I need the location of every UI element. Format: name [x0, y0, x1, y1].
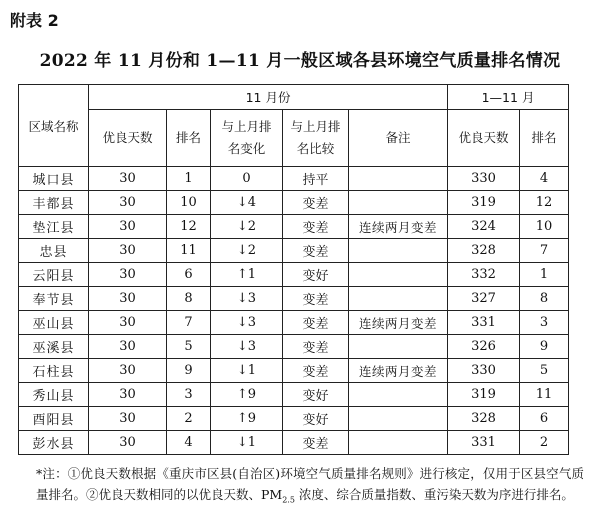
ytd-rank-cell: 6 — [520, 407, 569, 431]
notes-cell — [349, 407, 448, 431]
ytd-rank-cell: 9 — [520, 335, 569, 359]
good-days-cell: 30 — [89, 263, 167, 287]
county-name-cell: 石柱县 — [19, 359, 89, 383]
notes-cell — [349, 263, 448, 287]
header-ytd-rank: 排名 — [520, 110, 569, 167]
notes-cell — [349, 191, 448, 215]
ytd-good-days-cell: 331 — [448, 311, 520, 335]
ytd-rank-cell: 5 — [520, 359, 569, 383]
comparison-cell: 变差 — [283, 287, 349, 311]
rank-change-cell: ↓3 — [211, 335, 283, 359]
rank-change-cell: ↑9 — [211, 407, 283, 431]
ytd-rank-cell: 8 — [520, 287, 569, 311]
table-row — [19, 215, 569, 239]
county-name-cell: 巫溪县 — [19, 335, 89, 359]
comparison-cell: 变差 — [283, 215, 349, 239]
ytd-rank-cell: 12 — [520, 191, 569, 215]
table-row — [19, 383, 569, 407]
good-days-cell: 30 — [89, 359, 167, 383]
ytd-rank-cell: 3 — [520, 311, 569, 335]
header-comparison: 与上月排名比较 — [283, 110, 349, 167]
good-days-cell: 30 — [89, 239, 167, 263]
header-good-days: 优良天数 — [89, 110, 167, 167]
county-name-cell: 奉节县 — [19, 287, 89, 311]
ytd-rank-cell: 11 — [520, 383, 569, 407]
comparison-cell: 变好 — [283, 407, 349, 431]
rank-change-cell: ↓4 — [211, 191, 283, 215]
rank-cell: 2 — [167, 407, 211, 431]
ytd-good-days-cell: 330 — [448, 359, 520, 383]
good-days-cell: 30 — [89, 191, 167, 215]
comparison-cell: 变好 — [283, 263, 349, 287]
county-name-cell: 巫山县 — [19, 311, 89, 335]
table-row — [19, 191, 569, 215]
table-title: 2022 年 11 月份和 1—11 月一般区域各县环境空气质量排名情况 — [39, 51, 561, 71]
notes-cell: 连续两月变差 — [349, 359, 448, 383]
county-name-cell: 垫江县 — [19, 215, 89, 239]
ytd-good-days-cell: 328 — [448, 239, 520, 263]
comparison-cell: 变差 — [283, 335, 349, 359]
footnote-pm-subscript: 2.5 — [282, 495, 295, 505]
header-region-name: 区域名称 — [19, 85, 89, 167]
county-name-cell: 酉阳县 — [19, 407, 89, 431]
good-days-cell: 30 — [89, 167, 167, 191]
good-days-cell: 30 — [89, 407, 167, 431]
comparison-cell: 变差 — [283, 311, 349, 335]
table-row — [19, 167, 569, 191]
notes-cell: 连续两月变差 — [349, 215, 448, 239]
ytd-rank-cell: 10 — [520, 215, 569, 239]
header-ytd-group: 1—11 月 — [448, 85, 569, 110]
appendix-label: 附表 2 — [10, 11, 59, 30]
ytd-good-days-cell: 332 — [448, 263, 520, 287]
comparison-cell: 持平 — [283, 167, 349, 191]
rank-cell: 6 — [167, 263, 211, 287]
notes-cell: 连续两月变差 — [349, 311, 448, 335]
notes-cell — [349, 431, 448, 455]
ytd-good-days-cell: 319 — [448, 191, 520, 215]
ytd-good-days-cell: 328 — [448, 407, 520, 431]
rank-cell: 10 — [167, 191, 211, 215]
comparison-cell: 变差 — [283, 359, 349, 383]
rank-cell: 12 — [167, 215, 211, 239]
header-notes: 备注 — [349, 110, 448, 167]
county-name-cell: 云阳县 — [19, 263, 89, 287]
good-days-cell: 30 — [89, 287, 167, 311]
table-body — [19, 167, 569, 455]
rank-cell: 11 — [167, 239, 211, 263]
county-name-cell: 城口县 — [19, 167, 89, 191]
notes-cell — [349, 383, 448, 407]
good-days-cell: 30 — [89, 335, 167, 359]
ytd-rank-cell: 1 — [520, 263, 569, 287]
comparison-cell: 变好 — [283, 383, 349, 407]
comparison-cell: 变差 — [283, 191, 349, 215]
table-row — [19, 359, 569, 383]
ytd-rank-cell: 2 — [520, 431, 569, 455]
table-row — [19, 311, 569, 335]
rank-change-cell: ↓3 — [211, 311, 283, 335]
footnote-part2: 浓度、综合质量指数、重污染天数为序进行排名。 — [294, 487, 574, 502]
rank-change-cell: ↓3 — [211, 287, 283, 311]
table-row — [19, 239, 569, 263]
ytd-good-days-cell: 326 — [448, 335, 520, 359]
rank-change-cell: ↑1 — [211, 263, 283, 287]
table-row — [19, 407, 569, 431]
ytd-rank-cell: 7 — [520, 239, 569, 263]
good-days-cell: 30 — [89, 431, 167, 455]
good-days-cell: 30 — [89, 311, 167, 335]
table-row — [19, 431, 569, 455]
rank-cell: 3 — [167, 383, 211, 407]
ytd-good-days-cell: 327 — [448, 287, 520, 311]
table-row — [19, 263, 569, 287]
rank-cell: 8 — [167, 287, 211, 311]
table-row — [19, 287, 569, 311]
ranking-table — [18, 84, 569, 455]
rank-cell: 4 — [167, 431, 211, 455]
rank-change-cell: ↑9 — [211, 383, 283, 407]
ytd-good-days-cell: 319 — [448, 383, 520, 407]
header-rank-change: 与上月排名变化 — [211, 110, 283, 167]
rank-change-cell: ↓1 — [211, 431, 283, 455]
rank-cell: 7 — [167, 311, 211, 335]
notes-cell — [349, 167, 448, 191]
ytd-good-days-cell: 331 — [448, 431, 520, 455]
good-days-cell: 30 — [89, 215, 167, 239]
rank-cell: 1 — [167, 167, 211, 191]
header-ytd-good-days: 优良天数 — [448, 110, 520, 167]
rank-cell: 9 — [167, 359, 211, 383]
rank-change-cell: ↓2 — [211, 239, 283, 263]
comparison-cell: 变差 — [283, 431, 349, 455]
notes-cell — [349, 239, 448, 263]
county-name-cell: 忠县 — [19, 239, 89, 263]
ytd-good-days-cell: 324 — [448, 215, 520, 239]
rank-change-cell: ↓1 — [211, 359, 283, 383]
header-month-group: 11 月份 — [89, 85, 448, 110]
notes-cell — [349, 287, 448, 311]
county-name-cell: 秀山县 — [19, 383, 89, 407]
footnote — [36, 463, 584, 511]
ytd-good-days-cell: 330 — [448, 167, 520, 191]
table-row — [19, 335, 569, 359]
header-rank: 排名 — [167, 110, 211, 167]
notes-cell — [349, 335, 448, 359]
county-name-cell: 彭水县 — [19, 431, 89, 455]
rank-cell: 5 — [167, 335, 211, 359]
good-days-cell: 30 — [89, 383, 167, 407]
footnote-part1: *注：①优良天数根据《重庆市区县(自治区)环境空气质量排名规则》进行核定，仅用于区县空气质量排名。②优良天数相同的以优良天数、PM — [36, 466, 584, 502]
rank-change-cell: ↓2 — [211, 215, 283, 239]
comparison-cell: 变差 — [283, 239, 349, 263]
county-name-cell: 丰都县 — [19, 191, 89, 215]
rank-change-cell: 0 — [211, 167, 283, 191]
ytd-rank-cell: 4 — [520, 167, 569, 191]
